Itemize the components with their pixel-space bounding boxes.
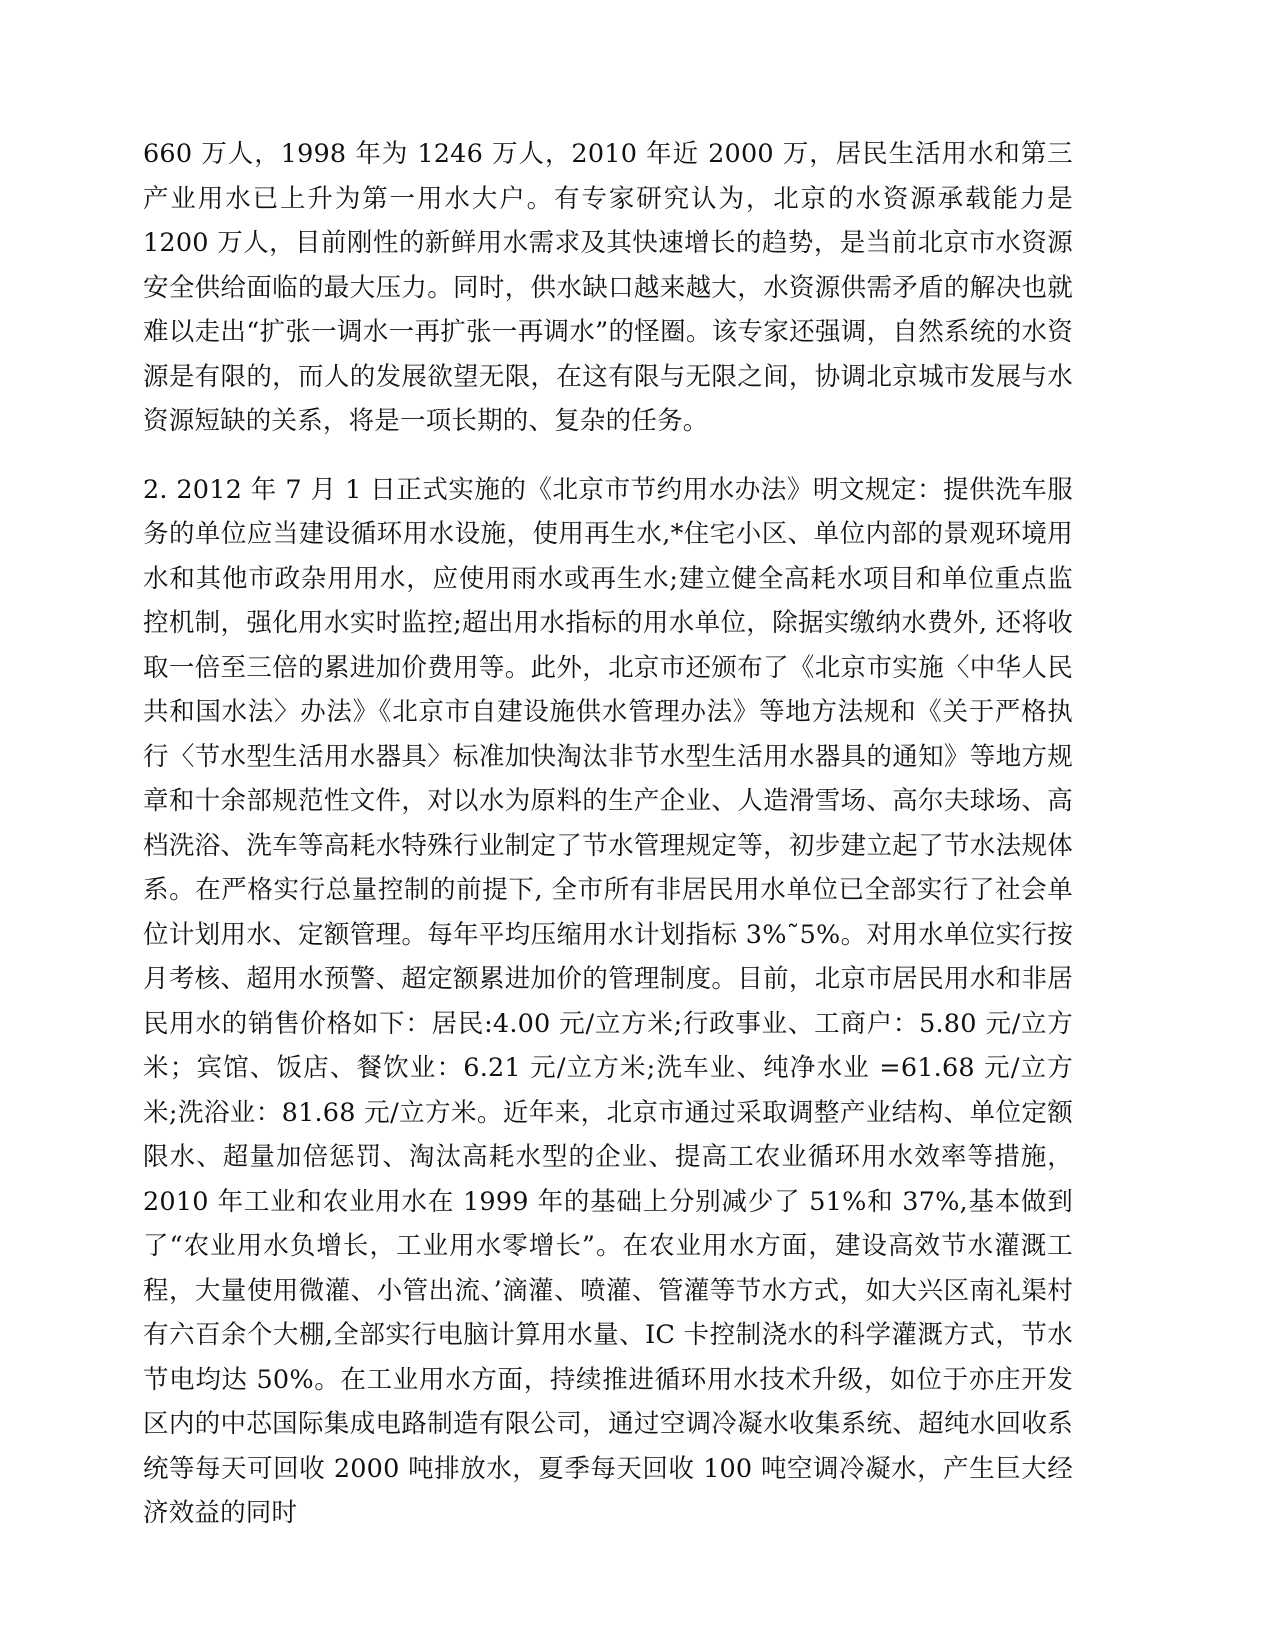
paragraph-1: 660 万人，1998 年为 1246 万人，2010 年近 2000 万，居民生活用水和第三产业用水已上升为第一用水大户。有专家研究认为，北京的水资源承载能力是 1200 万人，目前刚性的新鲜用水需求及其快速增长的趋势，是当前北京市水资源安全供给面临的最大压力。同时，供水缺口越来越大，水资源供需矛盾的解决也就难以走出“扩张一调水一再扩张一再调水”的怪圈。该专家还强调，自然系统的水资源是有限的，而人的发展欲望无限，在这有限与无限之间，协调北京城市发展与水资源短缺的关系，将是一项长期的、复杂的任务。	[143, 139, 1073, 436]
paragraph-2: 2. 2012 年 7 月 1 日正式实施的《北京市节约用水办法》明文规定：提供洗车服务的单位应当建设循环用水设施，使用再生水,*住宅小区、单位内部的景观环境用水和其他市政杂用用水，应使用雨水或再生水;建立健全高耗水项目和单位重点监控机制，强化用水实时监控;超出用水指标的用水单位，除据实缴纳水费外, 还将收取一倍至三倍的累进加价费用等。此外，北京市还颁布了《北京市实施〈中华人民共和国水法〉办法》《北京市自建设施供水管理办法》等地方法规和《关于严格执行〈节水型生活用水器具〉标准加快淘汰非节水型生活用水器具的通知》等地方规章和十余部规范性文件，对以水为原料的生产企业、人造滑雪场、高尔夫球场、高档洗浴、洗车等高耗水特殊行业制定了节水管理规定等，初步建立起了节水法规体系。在严格实行总量控制的前提下, 全市所有非居民用水单位已全部实行了社会单位计划用水、定额管理。每年平均压缩用水计划指标 3%˜5%。对用水单位实行按月考核、超用水预警、超定额累进加价的管理制度。目前，北京市居民用水和非居民用水的销售价格如下：居民:4.00 元/立方米;行政事业、工商户：5.80 元/立方米；宾馆、饭店、餐饮业：6.21 元/立方米;洗车业、纯净水业 =61.68 元/立方米;洗浴业：81.68 元/立方米。近年来，北京市通过采取调整产业结构、单位定额限水、超量加倍惩罚、淘汰高耗水型的企业、提高工农业循环用水效率等措施，2010 年工业和农业用水在 1999 年的基础上分别减少了 51%和 37%,基本做到了“农业用水负增长，工业用水零增长”。在农业用水方面，建设高效节水灌溉工程，大量使用微灌、小管出流、’滴灌、喷灌、管灌等节水方式，如大兴区南礼渠村有六百余个大棚,全部实行电脑计算用水量、IC 卡控制浇水的科学灌溉方式，节水节电均达 50%。在工业用水方面，持续推进循环用水技术升级，如位于亦庄开发区内的中芯国际集成电路制造有限公司，通过空调冷凝水收集系统、超纯水回收系统等每天可回收 2000 吨排放水，夏季每天回收 100 吨空调冷凝水，产生巨大经济效益的同时	[143, 474, 1073, 1528]
page-text-body	[143, 132, 1073, 1536]
